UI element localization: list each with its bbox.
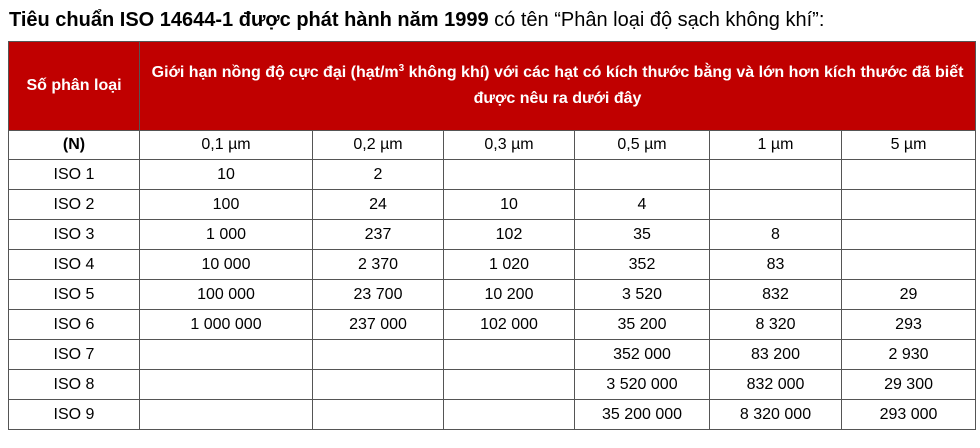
table-row — [9, 400, 976, 430]
class-label-cell: ISO 2 — [9, 190, 140, 220]
class-label-cell: ISO 4 — [9, 250, 140, 280]
table-row — [9, 190, 976, 220]
table-row — [9, 340, 976, 370]
concentration-cell — [710, 190, 842, 220]
table-row — [9, 280, 976, 310]
page-title — [9, 8, 824, 32]
concentration-cell: 4 — [575, 190, 710, 220]
concentration-cell: 35 — [575, 220, 710, 250]
concentration-cell — [313, 370, 444, 400]
concentration-cell: 1 000 — [140, 220, 313, 250]
class-label-cell: ISO 3 — [9, 220, 140, 250]
concentration-cell: 8 — [710, 220, 842, 250]
table-row — [9, 250, 976, 280]
concentration-cell: 29 — [842, 280, 976, 310]
concentration-cell: 83 200 — [710, 340, 842, 370]
concentration-cell: 2 — [313, 160, 444, 190]
concentration-cell: 352 000 — [575, 340, 710, 370]
concentration-cell: 2 930 — [842, 340, 976, 370]
size-cell: 0,5 µm — [575, 131, 710, 160]
particle-size-row — [9, 131, 976, 160]
concentration-cell — [313, 340, 444, 370]
concentration-cell — [140, 340, 313, 370]
concentration-cell: 237 000 — [313, 310, 444, 340]
concentration-cell — [313, 400, 444, 430]
concentration-cell: 100 — [140, 190, 313, 220]
concentration-cell: 83 — [710, 250, 842, 280]
concentration-cell: 100 000 — [140, 280, 313, 310]
concentration-cell: 102 000 — [444, 310, 575, 340]
table-row — [9, 370, 976, 400]
concentration-cell: 35 200 000 — [575, 400, 710, 430]
concentration-cell: 293 — [842, 310, 976, 340]
concentration-cell: 24 — [313, 190, 444, 220]
header-concentration-limit — [140, 42, 976, 131]
header-limit-superscript: 3 — [398, 63, 405, 74]
concentration-cell: 237 — [313, 220, 444, 250]
size-cell: 5 µm — [842, 131, 976, 160]
table-row — [9, 160, 976, 190]
table-row — [9, 310, 976, 340]
header-limit-part1: Giới hạn nồng độ cực đại (hạt/m — [151, 64, 399, 81]
concentration-cell — [444, 160, 575, 190]
concentration-cell: 23 700 — [313, 280, 444, 310]
concentration-cell: 1 000 000 — [140, 310, 313, 340]
class-label-cell: ISO 1 — [9, 160, 140, 190]
concentration-cell: 8 320 — [710, 310, 842, 340]
concentration-cell — [842, 160, 976, 190]
concentration-cell: 102 — [444, 220, 575, 250]
concentration-cell — [140, 370, 313, 400]
size-cell: 0,1 µm — [140, 131, 313, 160]
class-label-cell: ISO 9 — [9, 400, 140, 430]
concentration-cell — [444, 370, 575, 400]
concentration-cell — [710, 160, 842, 190]
concentration-cell: 3 520 000 — [575, 370, 710, 400]
concentration-cell: 10 — [444, 190, 575, 220]
size-cell: 0,2 µm — [313, 131, 444, 160]
concentration-cell: 10 — [140, 160, 313, 190]
concentration-cell — [140, 400, 313, 430]
concentration-cell: 10 000 — [140, 250, 313, 280]
concentration-cell: 8 320 000 — [710, 400, 842, 430]
concentration-cell — [444, 400, 575, 430]
concentration-cell: 2 370 — [313, 250, 444, 280]
concentration-cell — [842, 220, 976, 250]
concentration-cell: 1 020 — [444, 250, 575, 280]
iso-classification-table — [8, 41, 976, 430]
concentration-cell: 352 — [575, 250, 710, 280]
size-cell: 1 µm — [710, 131, 842, 160]
class-label-cell: ISO 5 — [9, 280, 140, 310]
table-row — [9, 220, 976, 250]
page-title-rest: có tên “Phân loại độ sạch không khí”: — [488, 9, 825, 31]
concentration-cell: 832 — [710, 280, 842, 310]
class-label-cell: ISO 8 — [9, 370, 140, 400]
header-limit-part2: không khí) với các hạt có kích thước bằng và lớn hơn kích thước đã biết được nêu ra dưới đây — [404, 64, 964, 107]
concentration-cell — [842, 250, 976, 280]
page-title-bold: Tiêu chuẩn ISO 14644-1 được phát hành năm 1999 — [9, 9, 489, 31]
size-cell: 0,3 µm — [444, 131, 575, 160]
concentration-cell: 3 520 — [575, 280, 710, 310]
concentration-cell — [444, 340, 575, 370]
concentration-cell: 29 300 — [842, 370, 976, 400]
concentration-cell — [575, 160, 710, 190]
concentration-cell: 832 000 — [710, 370, 842, 400]
size-row-label: (N) — [9, 131, 140, 160]
concentration-cell — [842, 190, 976, 220]
header-class-number: Số phân loại — [9, 42, 140, 131]
class-label-cell: ISO 6 — [9, 310, 140, 340]
table-header-row — [9, 42, 976, 131]
concentration-cell: 35 200 — [575, 310, 710, 340]
concentration-cell: 293 000 — [842, 400, 976, 430]
class-label-cell: ISO 7 — [9, 340, 140, 370]
concentration-cell: 10 200 — [444, 280, 575, 310]
